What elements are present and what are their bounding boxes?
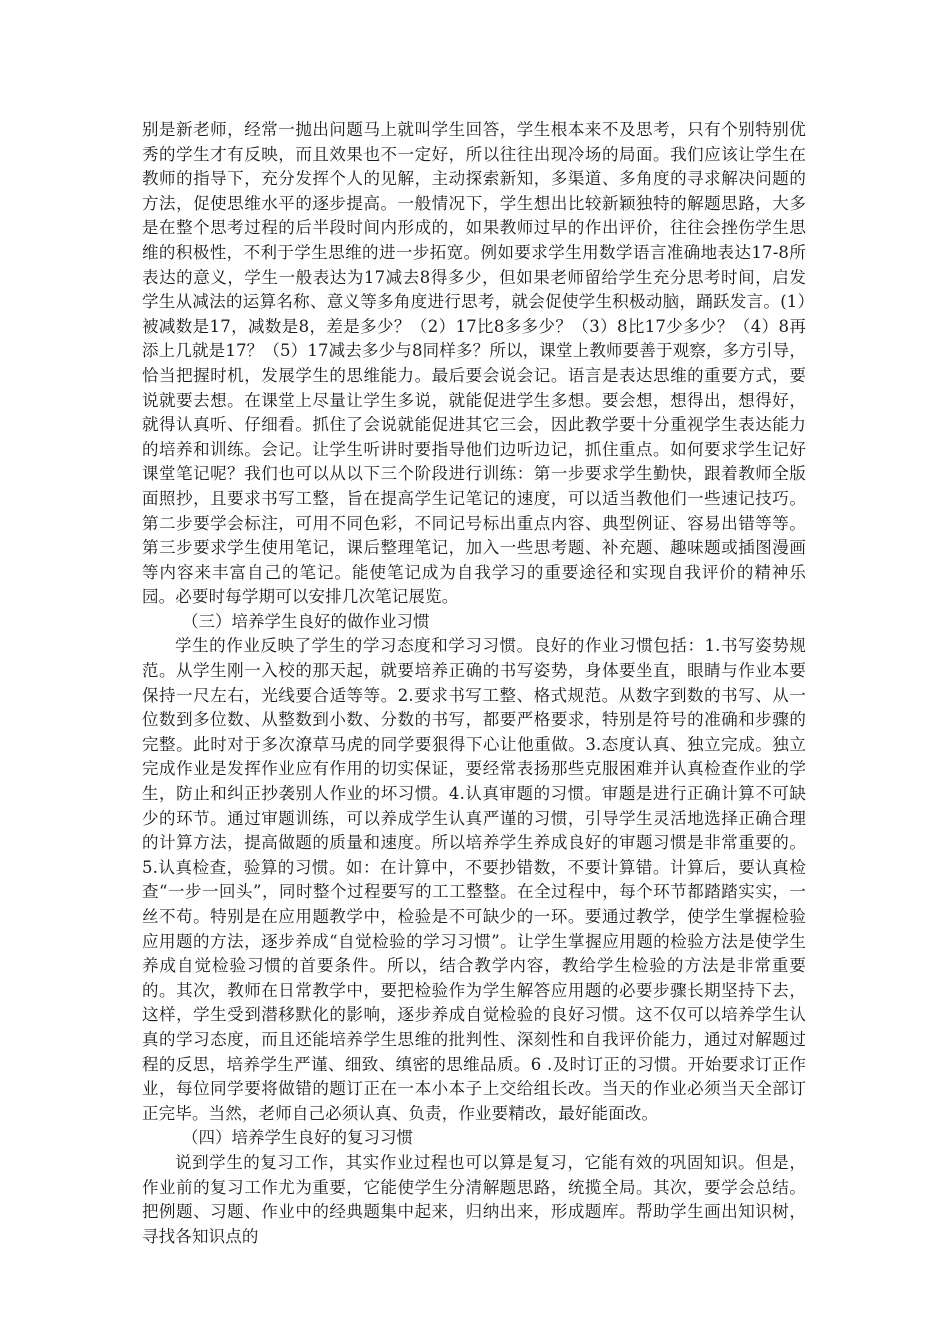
body-paragraph: 别是新老师，经常一抛出问题马上就叫学生回答，学生根本来不及思考，只有个别特别优秀的学生才有反映，而且效果也不一定好，所以往往出现冷场的局面。我们应该让学生在教师的指导下，充分发挥个人的见解，主动探索新知，多渠道、多角度的寻求解决问题的方法，促使思维水平的逐步提高。一般情况下，学生想出比较新颖独特的解题思路，大多是在整个思考过程的后半段时间内形成的，如果教师过早的作出评价，往往会挫伤学生思维的积极性，不利于学生思维的进一步拓宽。例如要求学生用数学语言准确地表达17-8所表达的意义，学生一般表达为17减去8得多少，但如果老师留给学生充分思考时间，启发学生从减法的运算名称、意义等多角度进行思考，就会促使学生积极动脑，踊跃发言。(1）被减数是17，减数是8，差是多少？（2）17比8多多少？（3）8比17少多少？（4）8再添上几就是17？（5）17减去多少与8同样多？所以，课堂上教师要善于观察，多方引导，恰当把握时机，发展学生的思维能力。最后要会说会记。语言是表达思维的重要方式，要说就要去想。在课堂上尽量让学生多说，就能促进学生多想。要会想，想得出，想得好，就得认真听、仔细看。抓住了会说就能促进其它三会，因此教学要十分重视学生表达能力的培养和训练。会记。让学生听讲时要指导他们边听边记，抓住重点。如何要求学生记好课堂笔记呢？我们也可以从以下三个阶段进行训练：第一步要求学生勤快，跟着教师全版面照抄，且要求书写工整，旨在提高学生记笔记的速度，可以适当教他们一些速记技巧。第二步要学会标注，可用不同色彩，不同记号标出重点内容、典型例证、容易出错等等。第三步要求学生使用笔记，课后整理笔记，加入一些思考题、补充题、趣味题或插图漫画等内容来丰富自己的笔记。能使笔记成为自我学习的重要途径和实现自我评价的精神乐园。必要时每学期可以安排几次笔记展览。	[142, 120, 806, 607]
body-paragraph: 说到学生的复习工作，其实作业过程也可以算是复习，它能有效的巩固知识。但是，作业前的复习工作尤为重要，它能使学生分清解题思路，统揽全局。其次，要学会总结。把例题、习题、作业中的经典题集中起来，归纳出来，形成题库。帮助学生画出知识树，寻找各知识点的	[142, 1152, 806, 1246]
document-page	[142, 118, 806, 1249]
body-paragraph: 学生的作业反映了学生的学习态度和学习习惯。良好的作业习惯包括：1.书写姿势规范。从学生刚一入校的那天起，就要培养正确的书写姿势，身体要坐直，眼睛与作业本要保持一尺左右，光线要合适等等。2.要求书写工整、格式规范。从数字到数的书写、从一位数到多位数、从整数到小数、分数的书写，都要严格要求，特别是符号的准确和步骤的完整。此时对于多次潦草马虎的同学要狠得下心让他重做。3.态度认真、独立完成。独立完成作业是发挥作业应有作用的切实保证，要经常表扬那些克服困难并认真检查作业的学生，防止和纠正抄袭别人作业的坏习惯。4.认真审题的习惯。审题是进行正确计算不可缺少的环节。通过审题训练，可以养成学生认真严谨的习惯，引导学生灵活地选择正确合理的计算方法，提高做题的质量和速度。所以培养学生养成良好的审题习惯是非常重要的。5.认真检查，验算的习惯。如：在计算中，不要抄错数，不要计算错。计算后，要认真检查“一步一回头”，同时整个过程要写的工工整整。在全过程中，每个环节都踏踏实实，一丝不苟。特别是在应用题教学中，检验是不可缺少的一环。要通过教学，使学生掌握检验应用题的方法，逐步养成“自觉检验的学习习惯”。让学生掌握应用题的检验方法是使学生养成自觉检验习惯的首要条件。所以，结合教学内容，教给学生检验的方法是非常重要的。其次，教师在日常教学中，要把检验作为学生解答应用题的必要步骤长期坚持下去，这样，学生受到潜移默化的影响，逐步养成自觉检验的良好习惯。这不仅可以培养学生认真的学习态度，而且还能培养学生思维的批判性、深刻性和自我评价能力，通过对解题过程的反思，培养学生严谨、细致、缜密的思维品质。6 .及时订正的习惯。开始要求订正作业，每位同学要将做错的题订正在一本小本子上交给组长改。当天的作业必须当天全部订正完毕。当然，老师自己必须认真、负责，作业要精改，最好能面改。	[142, 636, 806, 1123]
section-heading-4: （四）培养学生良好的复习习惯	[182, 1128, 413, 1148]
section-heading-3: （三）培养学生良好的做作业习惯	[182, 611, 430, 631]
